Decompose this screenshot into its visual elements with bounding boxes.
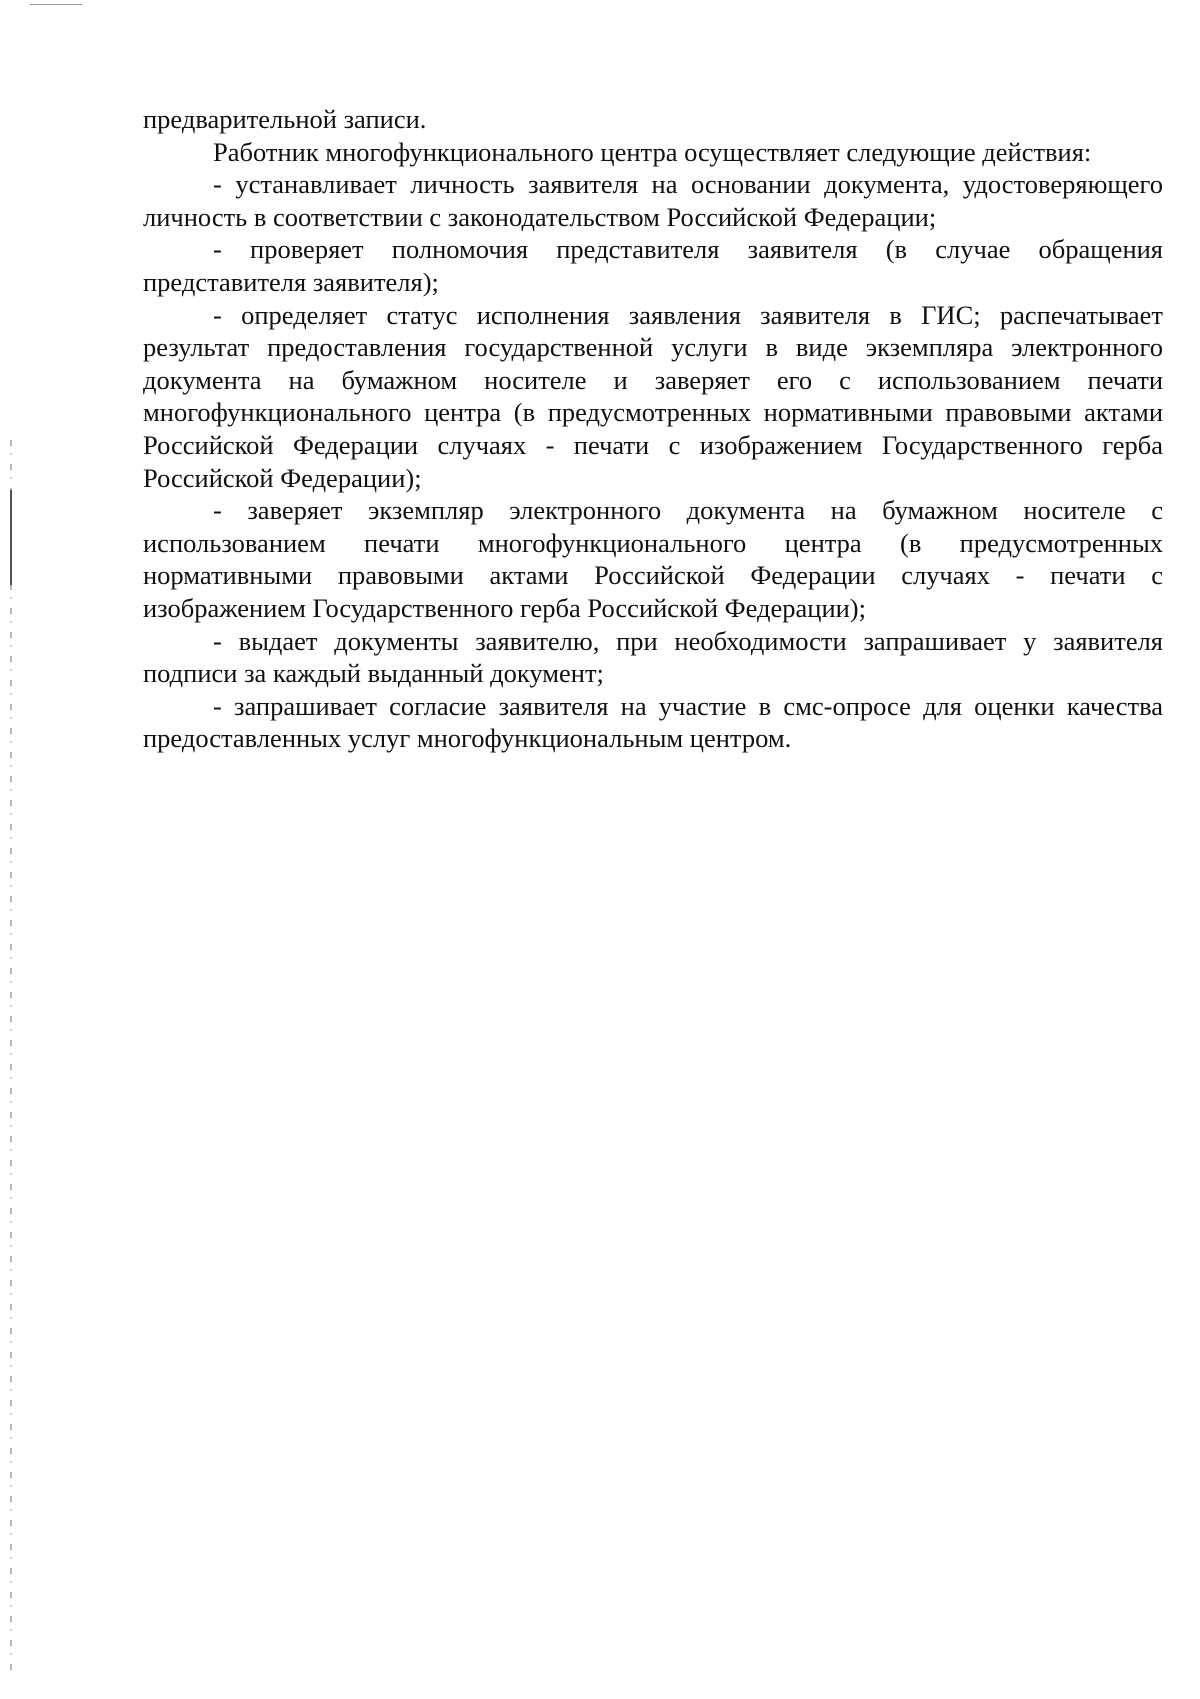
paragraph-continuation: предварительной записи.: [143, 104, 427, 134]
list-item-authority: - проверяет полномочия представителя заявителя (в случае обращения представителя заявителя);: [143, 234, 1163, 297]
scan-edge-artifact: [10, 440, 12, 1670]
document-body: [143, 103, 1163, 755]
list-item-identity: - устанавливает личность заявителя на основании документа, удостоверяющего личность в соответствии с законодательством Российской Федерации;: [143, 169, 1163, 232]
list-item-status: - определяет статус исполнения заявления заявителя в ГИС; распечатывает результат предоставления государственной услуги в виде экземпляра электронного документа на бумажном носителе и заверяет его с использованием печати многофункционального центра (в предусмотренных нормативными правовыми актами Российской Федерации случаях - печати с изображением Государственного герба Российской Федерации);: [143, 299, 1163, 493]
scan-edge-dark-artifact: [10, 490, 12, 585]
list-item-certify: - заверяет экземпляр электронного документа на бумажном носителе с использованием печати многофункционального центра (в предусмотренных нормативными правовыми актами Российской Федерации случаях - печати с изображением Государственного герба Российской Федерации);: [143, 495, 1163, 623]
paragraph-intro: Работник многофункционального центра осуществляет следующие действия:: [213, 136, 1092, 167]
scan-artifact-line: [30, 4, 82, 5]
list-item-survey: - запрашивает согласие заявителя на участие в смс-опросе для оценки качества предоставленных услуг многофункциональным центром.: [143, 690, 1163, 754]
list-item-issue: - выдает документы заявителю, при необходимости запрашивает у заявителя подписи за каждый выданный документ;: [143, 625, 1163, 689]
